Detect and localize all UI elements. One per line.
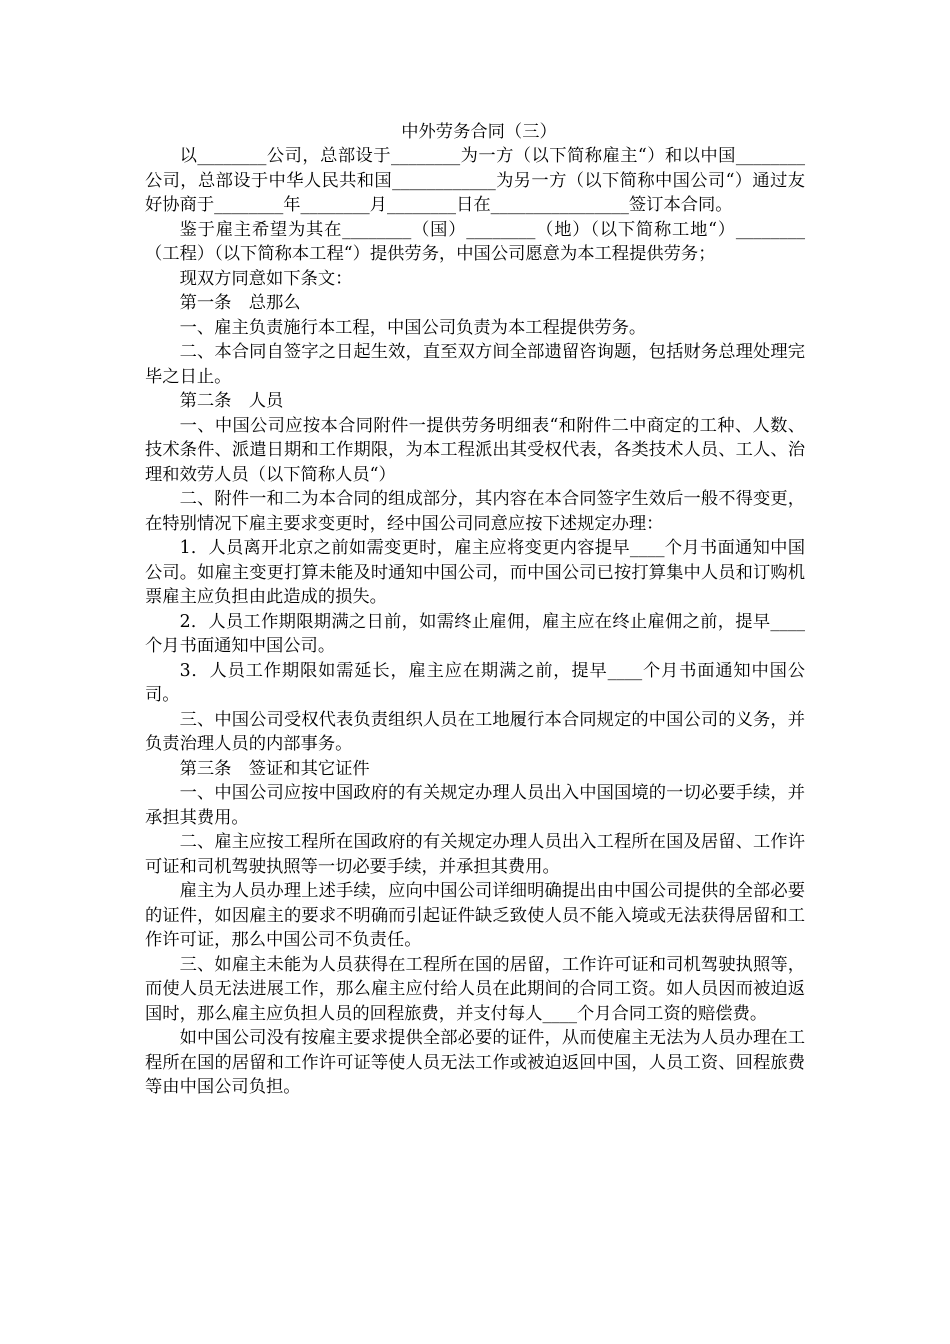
contract-page [145, 120, 805, 1100]
article-2-item-2: 2．人员工作期限期满之日前，如需终止雇佣，雇主应在终止雇佣之前，提早____个月书面通知中国公司。 [145, 611, 805, 656]
article-2-heading: 第二条 人员 [179, 391, 284, 411]
article-3-clause-1: 一、中国公司应按中国政府的有关规定办理人员出入中国国境的一切必要手续，并承担其费用。 [145, 783, 805, 828]
article-2-clause-2: 二、附件一和二为本合同的组成部分，其内容在本合同签字生效后一般不得变更，在特别情况下雇主要求变更时，经中国公司同意应按下述规定办理： [145, 489, 805, 534]
paragraph-recital: 鉴于雇主希望为其在________（国）________（地）（以下简称工地“）________（工程）（以下简称本工程“）提供劳务，中国公司愿意为本工程提供劳务； [145, 219, 805, 264]
article-2-clause-3: 三、中国公司受权代表负责组织人员在工地履行本合同规定的中国公司的义务，并负责治理人员的内部事务。 [145, 709, 805, 754]
article-3-clause-3: 三、如雇主未能为人员获得在工程所在国的居留，工作许可证和司机驾驶执照等，而使人员无法进展工作，那么雇主应付给人员在此期间的合同工资。如人员因而被迫返国时，那么雇主应负担人员的回程旅费，并支付每人____个月合同工资的赔偿费。 [145, 954, 805, 1024]
article-2-item-3: 3．人员工作期限如需延长，雇主应在期满之前，提早____个月书面通知中国公司。 [145, 660, 805, 705]
article-3-heading: 第三条 签证和其它证件 [179, 758, 370, 779]
document-title: 中外劳务合同（三） [401, 122, 557, 142]
article-3-clause-3-note: 如中国公司没有按雇主要求提供全部必要的证件，从而使雇主无法为人员办理在工程所在国的居留和工作许可证等使人员无法工作或被迫返回中国，人员工资、回程旅费等由中国公司负担。 [145, 1028, 805, 1097]
article-1-clause-1: 一、雇主负责施行本工程，中国公司负责为本工程提供劳务。 [179, 317, 647, 338]
article-3-clause-2: 二、雇主应按工程所在国政府的有关规定办理人员出入工程所在国及居留、工作许可证和司机驾驶执照等一切必要手续，并承担其费用。 [145, 832, 805, 877]
article-1-heading: 第一条 总那么 [179, 293, 301, 313]
paragraph-preamble: 以________公司，总部设于________为一方（以下简称雇主“）和以中国________公司，总部设于中华人民共和国____________为另一方（以下简称中国公司“）通过友好协商于________年________月________日在________________签订本合同。 [145, 146, 805, 215]
paragraph-agreement: 现双方同意如下条文： [179, 268, 353, 289]
article-1-clause-2: 二、本合同自签字之日起生效，直至双方间全部遗留咨询题，包括财务总理处理完毕之日止。 [145, 342, 805, 387]
article-2-clause-1: 一、中国公司应按本合同附件一提供劳务明细表“和附件二中商定的工种、人数、技术条件、派遣日期和工作期限，为本工程派出其受权代表，各类技术人员、工人、治理和效劳人员（以下简称人员“） [145, 415, 805, 485]
article-2-item-1: 1．人员离开北京之前如需变更时，雇主应将变更内容提早____个月书面通知中国公司。如雇主变更打算未能及时通知中国公司，而中国公司已按打算集中人员和订购机票雇主应负担由此造成的损失。 [145, 538, 805, 607]
article-3-clause-2-note: 雇主为人员办理上述手续，应向中国公司详细明确提出由中国公司提供的全部必要的证件，如因雇主的要求不明确而引起证件缺乏致使人员不能入境或无法获得居留和工作许可证，那么中国公司不负责任。 [145, 881, 805, 950]
